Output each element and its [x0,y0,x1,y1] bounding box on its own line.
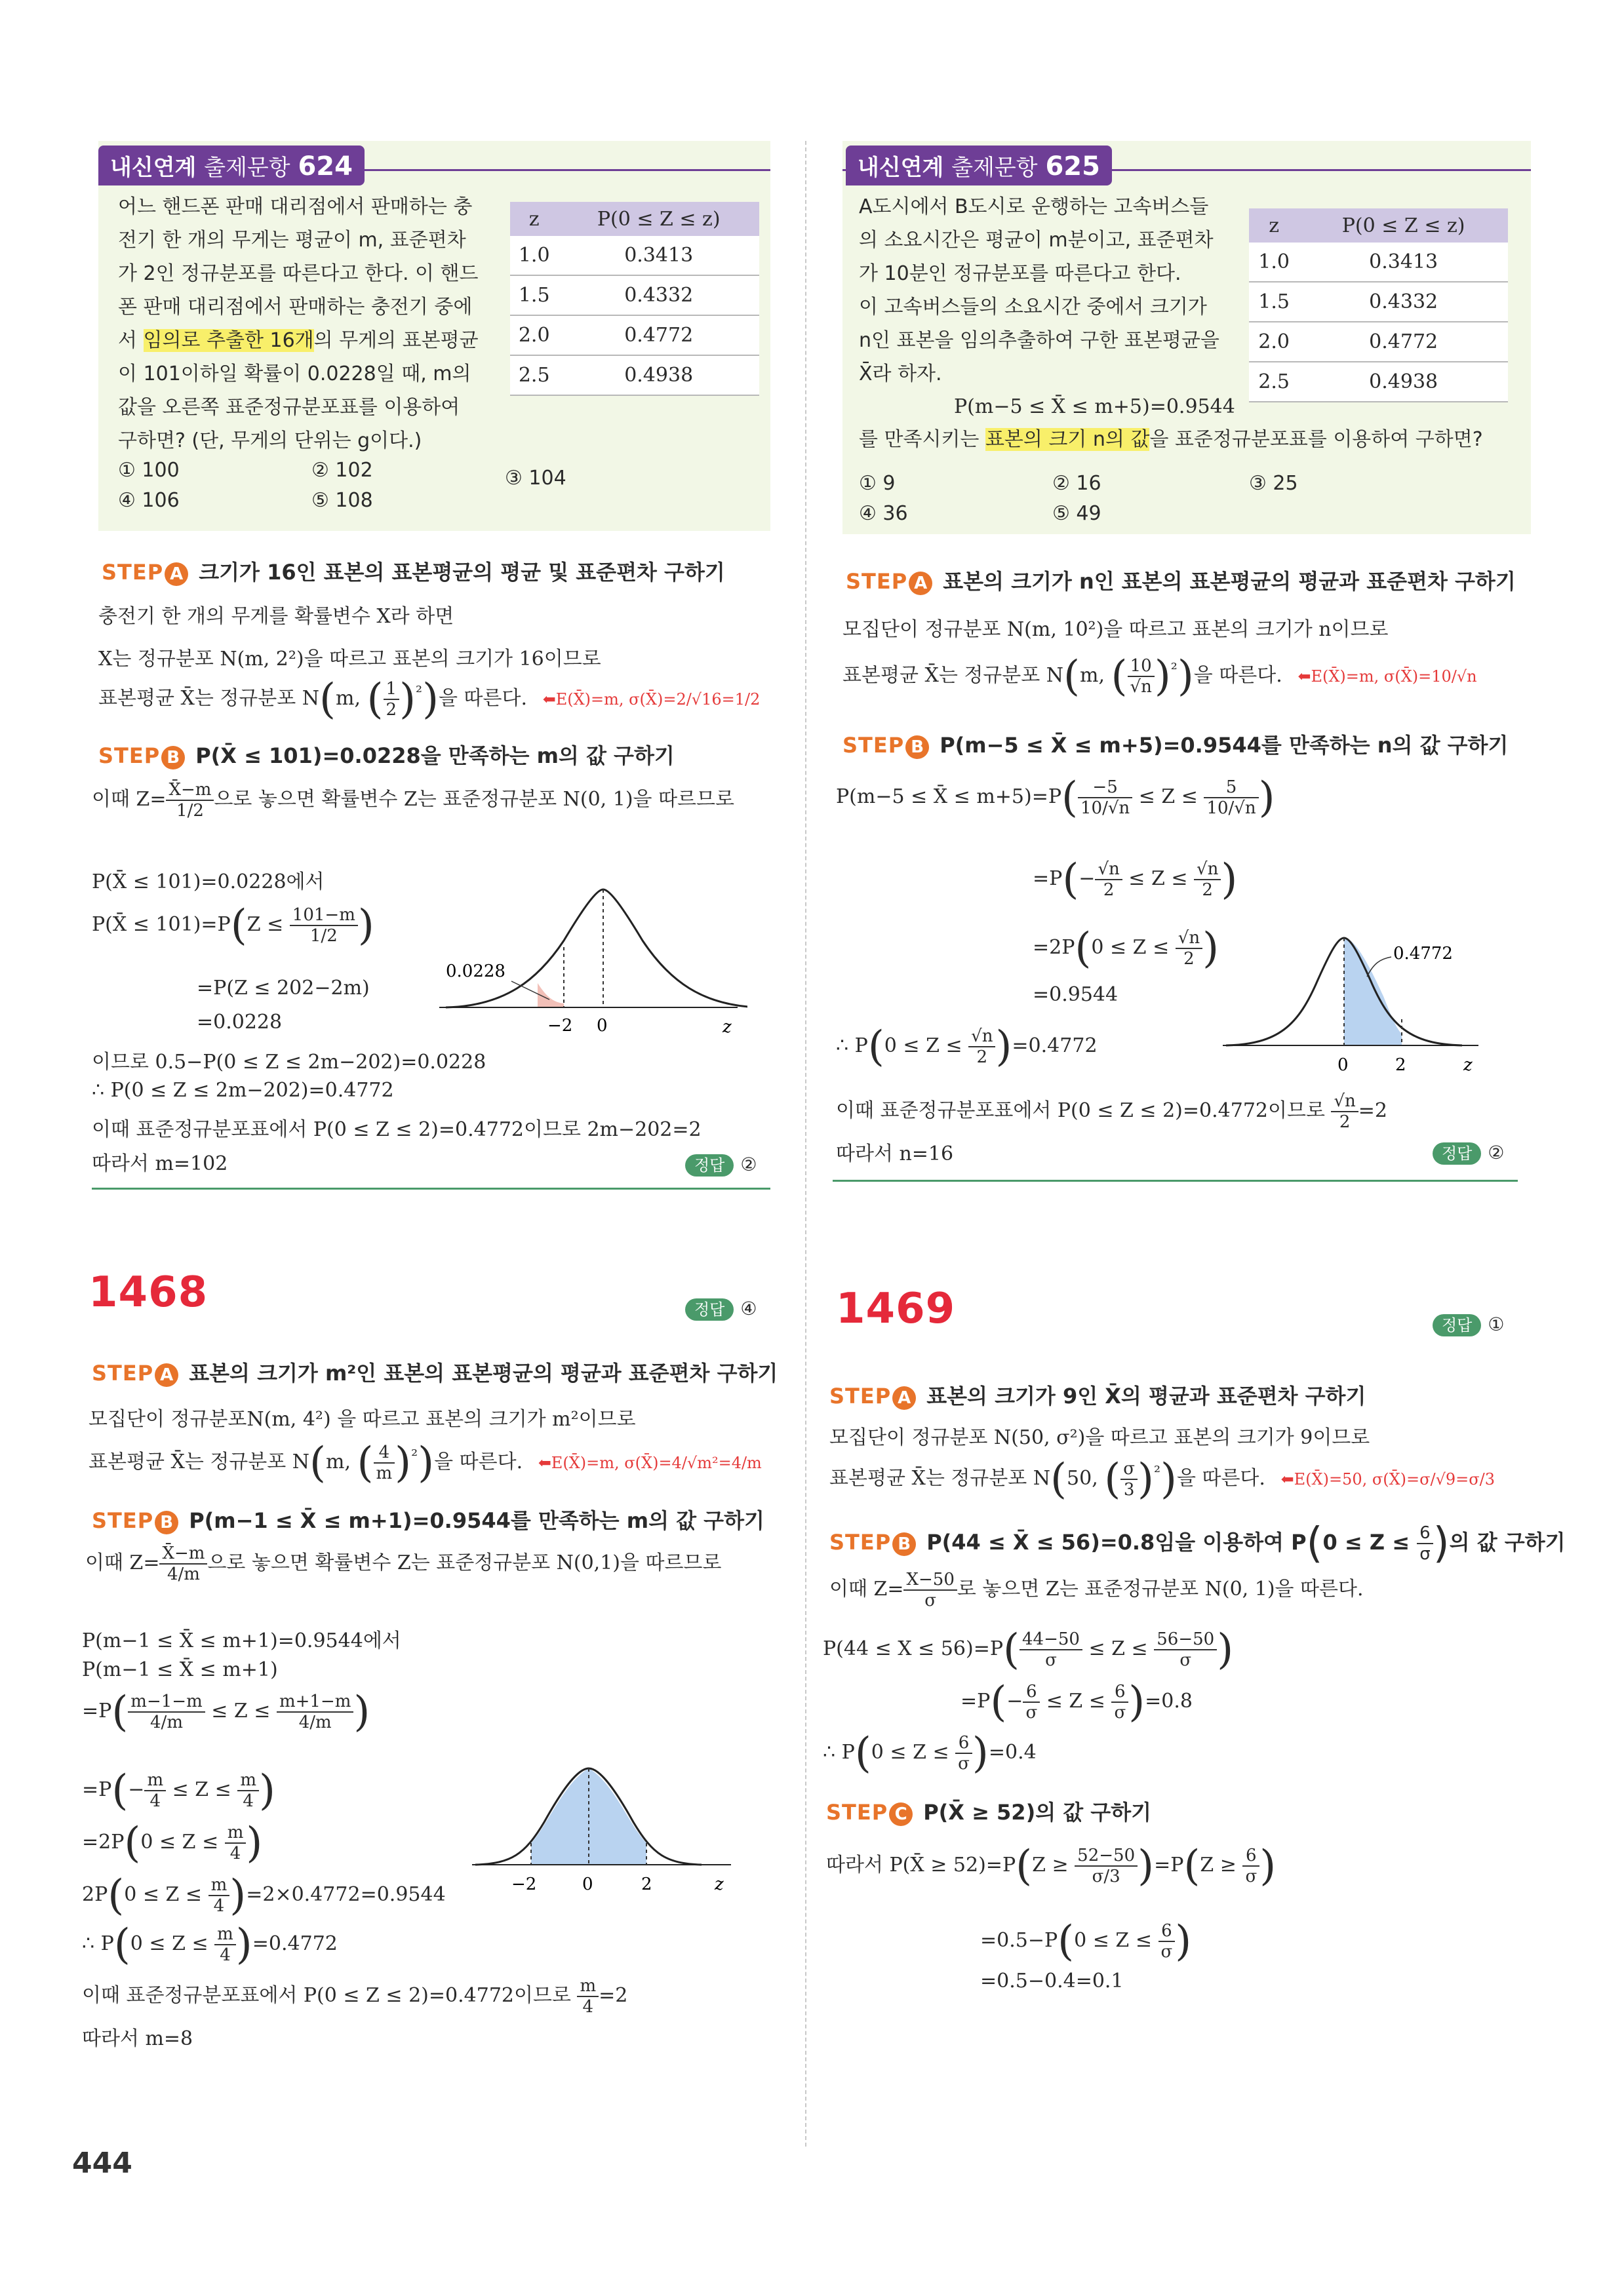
choice[interactable]: ② 102 [311,459,373,482]
text: 표본평균 X̄는 정규분포 N [829,1467,1051,1490]
tag-label: 출제문항 [204,155,290,181]
solution-line: ∴ P(0 ≤ Z ≤ $\frac{6}{\sigma}$ )=0.4 [823,1729,1037,1778]
fraction: $\frac{m-1-m}{4/m}$ [128,1692,205,1732]
question-line: 폰 판매 대리점에서 판매하는 충전기 중에 [118,296,473,319]
answer-pill: 정답 [1433,1142,1481,1165]
text: 의 무게의 표본평균 [313,329,479,352]
side-note: ⬅E(X̄)=m, σ(X̄)=10/√n [1297,667,1477,686]
exponent: ² [411,1446,418,1465]
solution-line: 표본평균 X̄는 정규분포 N(m, ( $\frac{4}{m}$ )$^{^2}$)을 따른다. ⬅E(X̄)=m, σ(X̄)=4/√m²=4/m [89,1439,762,1487]
step-a-624: STEP A 크기가 16인 표본의 표본평균의 평균 및 표준편차 구하기 [102,560,725,585]
step-title: 표본의 크기가 m²인 표본의 표본평균의 평균과 표준편차 구하기 [189,1361,778,1386]
text: P(m−5 ≤ X̄ ≤ m+5)=P [836,785,1062,808]
text: 표본평균 X̄는 정규분포 N [842,664,1064,687]
solution-line: 따라서 n=16 [836,1142,954,1165]
text: 을 따른다. [434,1450,523,1473]
solution-line: =0.9544 [1033,983,1119,1006]
text: =0.4772 [1012,1034,1098,1057]
text: ∴ P [82,1932,114,1955]
tag-brand: 내신연계 [858,155,944,181]
question-line: X̄라 하자. [859,362,942,385]
text: Z ≥ [1032,1854,1075,1877]
side-note: ⬅E(X̄)=m, σ(X̄)=4/√m²=4/m [538,1454,762,1472]
answer-value: ① [1488,1313,1505,1335]
z-table-cell: 1.5 [1249,282,1299,322]
solution-line: ∴ P(0 ≤ Z ≤ 2m−202)=0.4772 [92,1079,394,1102]
tag-brand: 내신연계 [110,155,197,181]
text: Z ≥ [1200,1854,1243,1877]
fraction: $\frac{m}{4}$ [237,1770,259,1811]
section-divider [833,1180,1518,1182]
text: =P [1154,1854,1184,1877]
answer-value: ④ [740,1298,757,1319]
choices-625 [859,472,1318,532]
z-table-cell: 0.3413 [558,236,759,275]
z-table-cell: 0.3413 [1299,243,1508,282]
choice[interactable]: ① 100 [118,459,180,482]
solution-line: P(m−5 ≤ X̄ ≤ m+5)=P( $\frac{-5}{10/√n}$ ≤ Z ≤ $\frac{5}{10/√n}$ ) [836,773,1275,822]
solution-line: ∴ P(0 ≤ Z ≤ $\frac{m}{4}$ )=0.4772 [82,1920,338,1969]
solution-line: 표본평균 X̄는 정규분포 N(m, ( $\frac{1}{2}$ )$^{^2}$)을 따른다. ⬅E(X̄)=m, σ(X̄)=2/√16=1/2 [98,675,761,724]
tag-number: 624 [298,151,353,182]
curve-label: 0.0228 [446,962,505,981]
choices-624 [118,459,577,519]
text: 이때 표준정규분포표에서 P(0 ≤ Z ≤ 2)=0.4772이므로 [82,1984,578,2007]
solution-line: P(X̄ ≤ 101)=0.0228에서 [92,870,325,893]
text: m, [1080,664,1111,687]
z-table-cell: 0.4772 [1299,322,1508,362]
solution-line: 2P(0 ≤ Z ≤ $\frac{m}{4}$ )=2×0.4772=0.9544 [82,1871,446,1920]
choice[interactable]: ③ 104 [505,467,566,490]
fraction: $\frac{√n}{2}$ [1176,928,1202,969]
step-title: P(X̄ ≥ 52)의 값 구하기 [923,1800,1152,1825]
text: m, [326,1450,357,1473]
choice[interactable]: ⑤ 49 [1052,502,1101,525]
fraction: $\frac{X-50}{\sigma}$ [903,1570,957,1610]
tick-label: −2 [511,1875,537,1894]
question-line [859,423,1483,456]
solution-line: =P(− $\frac{√n}{2}$ ≤ Z ≤ $\frac{√n}{2}$ ) [1033,855,1238,904]
axis-label: z [1463,1055,1473,1075]
text: 이때 Z= [85,1551,160,1574]
tick-label: 0 [582,1875,593,1894]
fraction: $\frac{m}{4}$ [144,1770,166,1811]
text: − [128,1778,145,1801]
question-line: 어느 핸드폰 판매 대리점에서 판매하는 충 [118,195,473,218]
normal-curve-625 [1219,927,1495,1081]
choice[interactable]: ④ 106 [118,489,180,512]
fraction: $\frac{6}{\sigma}$ [1111,1682,1128,1722]
tick-label: 2 [641,1875,652,1894]
solution-line: 표본평균 X̄는 정규분포 N(50, ( $\frac{\sigma}{3}$ )$^{^2}$)을 따른다. ⬅E(X̄)=50, σ(X̄)=σ/√9=σ/3 [829,1455,1495,1504]
step-c-1469: STEP C P(X̄ ≥ 52)의 값 구하기 [826,1800,1152,1825]
z-table-cell: 0.4332 [558,275,759,315]
text: 0 ≤ Z ≤ [130,1932,215,1955]
answer-value: ② [1488,1142,1505,1163]
text: 2P [82,1883,108,1906]
solution-line: 모집단이 정규분포 N(50, σ²)을 따르고 표본의 크기가 9이므로 [829,1426,1370,1449]
question-line: 가 2인 정규분포를 따른다고 한다. 이 핸드 [118,262,479,285]
normal-curve-624 [433,882,747,1039]
solution-line: 따라서 P(X̄ ≥ 52)=P(Z ≥ $\frac{52-50}{\sigma/3}$ )=P(Z ≥ $\frac{6}{\sigma}$ ) [826,1842,1277,1890]
text: − [1079,867,1096,890]
solution-line: =P( $\frac{m-1-m}{4/m}$ ≤ Z ≤ $\frac{m+1-m}{4/m}$ ) [82,1688,370,1736]
question-line: n인 표본을 임의추출하여 구한 표본평균을 [859,329,1219,352]
fraction: $\frac{56-50}{\sigma}$ [1154,1629,1217,1670]
fraction: $\frac{m}{4}$ [214,1924,236,1965]
text: P(44 ≤ X ≤ 56)=P [823,1637,1004,1660]
text: =2×0.4772=0.9544 [246,1883,446,1906]
z-table-cell: 0.4938 [1299,362,1508,402]
text: 50, [1067,1467,1105,1490]
problem-number-1469: 1469 [836,1285,956,1333]
z-table-cell: 1.0 [1249,243,1299,282]
z-table-header: z [510,202,558,236]
text: 이때 표준정규분포표에서 P(0 ≤ Z ≤ 2)=0.4772이므로 [836,1099,1332,1122]
text: 을 따른다. [439,687,528,710]
question-line: 전기 한 개의 무게는 평균이 m, 표준편차 [118,229,466,252]
text: =P [82,1700,112,1722]
question-line: 이 고속버스들의 소요시간 중에서 크기가 [859,296,1207,319]
tag-label: 출제문항 [951,155,1038,181]
solution-line: X는 정규분포 N(m, 2²)을 따르고 표본의 크기가 16이므로 [98,648,601,671]
z-table-header: z [1249,208,1299,243]
step-title: P(m−5 ≤ X̄ ≤ m+5)=0.9544를 만족하는 n의 값 구하기 [940,733,1509,758]
solution-line: =2P(0 ≤ Z ≤ $\frac{√n}{2}$ ) [1033,924,1219,973]
step-b-624: STEP B P(X̄ ≤ 101)=0.0228을 만족하는 m의 값 구하기 [98,743,675,768]
highlighted-text: 임의로 추출한 16개 [143,329,314,352]
text: 0 ≤ Z ≤ [871,1741,956,1764]
step-b-625: STEP B P(m−5 ≤ X̄ ≤ m+5)=0.9544를 만족하는 n의 값 구하기 [842,733,1509,758]
z-table-cell: 2.5 [510,355,558,395]
side-note: ⬅E(X̄)=50, σ(X̄)=σ/√9=σ/3 [1280,1470,1495,1489]
text: ≤ Z ≤ [1122,867,1195,890]
text: ≤ Z ≤ [205,1700,277,1722]
choice[interactable]: ④ 36 [859,502,908,525]
highlighted-text: 표본의 크기 n의 값 [985,428,1150,451]
fraction: $\frac{√n}{2}$ [968,1026,995,1067]
solution-line: P(m−1 ≤ X̄ ≤ m+1) [82,1658,278,1681]
solution-line [92,780,734,821]
solution-line: 모집단이 정규분포 N(m, 10²)을 따르고 표본의 크기가 n이므로 [842,618,1389,641]
fraction: $\frac{√n}{2}$ [1331,1091,1358,1132]
text: =0.4 [988,1741,1037,1764]
answer-1469 [1433,1312,1504,1335]
question-line: 의 소요시간은 평균이 m분이고, 표준편차 [859,229,1214,252]
text: 표본평균 X̄는 정규분포 N [89,1450,310,1473]
z-table-cell: 0.4938 [558,355,759,395]
text: − [1006,1690,1023,1713]
solution-line: P(44 ≤ X ≤ 56)=P( $\frac{44-50}{\sigma}$ ≤ Z ≤ $\frac{56-50}{\sigma}$ ) [823,1625,1234,1674]
tick-label: 2 [1395,1055,1406,1075]
fraction: $\frac{m+1-m}{4/m}$ [277,1692,353,1732]
answer-624 [685,1152,757,1175]
solution-line: ∴ P(0 ≤ Z ≤ $\frac{√n}{2}$ )=0.4772 [836,1022,1098,1071]
solution-line: 따라서 m=8 [82,2027,193,2050]
text: 을 표준정규분포표를 이용하여 구하면? [1149,428,1483,451]
question-line: A도시에서 B도시로 운행하는 고속버스들 [859,195,1209,218]
text: 이때 Z= [92,788,167,811]
text: =0.8 [1145,1690,1193,1713]
fraction: $\frac{X̄-m}{1/2}$ [166,780,214,821]
step-b-1469: STEP B P(44 ≤ X̄ ≤ 56)=0.8임을 이용하여 P(0 ≤ Z ≤ $\frac{6}{\sigma}$ )의 값 구하기 [829,1519,1566,1568]
solution-line: =0.0228 [197,1011,283,1034]
fraction: $\frac{6}{\sigma}$ [1023,1682,1040,1722]
z-table-cell: 1.0 [510,236,558,275]
solution-line: =P(− $\frac{6}{\sigma}$ ≤ Z ≤ $\frac{6}{\sigma}$ )=0.8 [961,1678,1193,1726]
tick-label: 0 [597,1016,608,1036]
text: =P [82,1778,112,1801]
tick-label: −2 [547,1016,573,1036]
question-formula: P(m−5 ≤ X̄ ≤ m+5)=0.9544 [954,395,1235,418]
text: ≤ Z ≤ [1132,785,1204,808]
choice[interactable]: ③ 25 [1249,472,1298,495]
text: =2P [1033,936,1075,959]
solution-line: 표본평균 X̄는 정규분포 N(m, ( $\frac{10}{√n}$ )$^{^2}$)을 따른다. ⬅E(X̄)=m, σ(X̄)=10/√n [842,652,1477,701]
exponent: ² [1153,1462,1160,1481]
text: ≤ Z ≤ [166,1778,238,1801]
solution-line [85,1544,721,1584]
z-table-624 [510,202,759,396]
solution-line: 이때 표준정규분포표에서 P(0 ≤ Z ≤ 2)=0.4772이므로 2m−202=2 [92,1118,702,1141]
text: 0 ≤ Z ≤ [124,1883,208,1906]
z-table-cell: 0.4332 [1299,282,1508,322]
leader-line [511,981,549,1000]
text: 따라서 P(X̄ ≥ 52)=P [826,1854,1016,1877]
z-table-625 [1249,208,1508,402]
text: P(X̄ ≤ 101)=P [92,913,231,936]
step-a-1468: STEP A 표본의 크기가 m²인 표본의 표본평균의 평균과 표준편차 구하기 [92,1361,778,1386]
z-table-cell: 2.0 [510,315,558,355]
solution-line: =P(− $\frac{m}{4}$ ≤ Z ≤ $\frac{m}{4}$ ) [82,1766,275,1815]
text: Z ≤ [247,913,290,936]
text: =P [961,1690,991,1713]
text: =2 [599,1984,628,2007]
fraction: $\frac{5}{10/√n}$ [1204,777,1258,818]
fraction: $\frac{X̄-m}{4/m}$ [159,1544,207,1584]
text: =P [1033,867,1063,890]
solution-line: =0.5−0.4=0.1 [980,1970,1124,1993]
text: 을 따른다. [1193,664,1282,687]
page-number: 444 [72,2147,132,2180]
text: ≤ Z ≤ [1082,1637,1155,1660]
step-title: P(m−1 ≤ X̄ ≤ m+1)=0.9544를 만족하는 m의 값 구하기 [189,1508,764,1533]
solution-line: =P(Z ≤ 202−2m) [197,977,370,1000]
z-table-header: P(0 ≤ Z ≤ z) [1299,208,1508,243]
tag-number: 625 [1045,151,1100,182]
problem-624-tag [98,146,365,185]
fraction: $\frac{m}{4}$ [208,1875,230,1916]
solution-line: 모집단이 정규분포N(m, 4²) 을 따르고 표본의 크기가 m²이므로 [89,1408,636,1431]
fraction: $\frac{√n}{2}$ [1095,859,1122,900]
text: 표본평균 X̄는 정규분포 N [98,687,320,710]
exponent: ² [1170,659,1178,678]
fraction: $\frac{1}{2}$ [384,679,400,720]
text: 0 ≤ Z ≤ [1091,936,1176,959]
answer-value: ② [740,1154,757,1175]
fraction: $\frac{101-m}{1/2}$ [290,905,358,946]
z-table-header: P(0 ≤ Z ≤ z) [558,202,759,236]
axis-label: z [723,1017,732,1037]
solution-line: P(X̄ ≤ 101)=P(Z ≤ $\frac{101-m}{1/2}$ ) [92,901,374,950]
answer-pill: 정답 [1433,1314,1481,1336]
step-title: 표본의 크기가 n인 표본의 표본평균의 평균과 표준편차 구하기 [943,569,1516,594]
choice[interactable]: ② 16 [1052,472,1101,495]
problem-625-question [859,190,1252,391]
section-divider [92,1188,770,1190]
text: ≤ Z ≤ [1040,1690,1112,1713]
step-title: P(X̄ ≤ 101)=0.0228을 만족하는 m의 값 구하기 [195,743,675,768]
question-line: 가 10분인 정규분포를 따른다고 한다. [859,262,1181,285]
solution-line: 따라서 m=102 [92,1152,228,1175]
exponent: ² [416,682,423,701]
solution-line [82,1976,627,2017]
fraction: $\frac{\sigma}{3}$ [1120,1459,1138,1500]
question-line: 이 101이하일 확률이 0.0228일 때, m의 [118,362,471,385]
text: 을 따른다. [1176,1467,1265,1490]
axis-label: z [715,1875,724,1894]
text: 0 ≤ Z ≤ [1074,1929,1159,1952]
fraction: $\frac{√n}{2}$ [1194,859,1221,900]
z-table-cell: 2.0 [1249,322,1299,362]
fraction: $\frac{6}{\sigma}$ [1242,1846,1259,1886]
solution-line [836,1091,1387,1132]
fraction: $\frac{52-50}{\sigma/3}$ [1075,1846,1138,1886]
step-title: 의 값 구하기 [1449,1530,1566,1555]
choice[interactable]: ① 9 [859,472,896,495]
problem-625-tag [846,146,1112,185]
text: 이때 Z= [829,1578,904,1601]
choice[interactable]: ⑤ 108 [311,489,373,512]
text: ∴ P [836,1034,868,1057]
z-table-cell: 1.5 [510,275,558,315]
fraction: $\frac{44-50}{\sigma}$ [1020,1629,1082,1670]
tick-label: 0 [1337,1055,1349,1075]
answer-pill: 정답 [685,1154,734,1177]
answer-1468 [685,1296,757,1319]
text: 를 만족시키는 [859,428,985,451]
solution-line: =2P(0 ≤ Z ≤ $\frac{m}{4}$ ) [82,1819,263,1867]
text: =0.4772 [252,1932,338,1955]
solution-line: =0.5−P(0 ≤ Z ≤ $\frac{6}{\sigma}$ ) [980,1917,1192,1966]
step-a-1469: STEP A 표본의 크기가 9인 X̄의 평균과 표준편차 구하기 [829,1384,1366,1409]
fraction: $\frac{4}{m}$ [374,1443,395,1483]
bell-curve [446,889,747,1007]
text: =2P [82,1831,125,1854]
solution-line: P(m−1 ≤ X̄ ≤ m+1)=0.9544에서 [82,1629,401,1652]
text: 0 ≤ Z ≤ [140,1831,225,1854]
side-note: ⬅E(X̄)=m, σ(X̄)=2/√16=1/2 [542,690,761,709]
z-table-cell: 0.4772 [558,315,759,355]
problem-number-1468: 1468 [89,1268,208,1317]
fraction: $\frac{m}{4}$ [577,1976,599,2017]
fraction: $\frac{6}{\sigma}$ [1417,1523,1433,1564]
problem-624-question [118,190,498,457]
answer-625 [1433,1140,1504,1163]
question-line: 값을 오른쪽 표준정규분포표를 이용하여 [118,396,460,419]
text: 으로 놓으면 확률변수 Z는 표준정규분포 N(0, 1)을 따르므로 [214,788,734,811]
curve-label: 0.4772 [1393,944,1453,963]
text: 으로 놓으면 확률변수 Z는 표준정규분포 N(0,1)을 따르므로 [207,1551,722,1574]
fraction: $\frac{10}{√n}$ [1128,656,1155,697]
text: 로 놓으면 Z는 표준정규분포 N(0, 1)을 따른다. [957,1578,1364,1601]
question-line: 구하면? (단, 무게의 단위는 g이다.) [118,429,422,452]
text: =0.5−P [980,1929,1058,1952]
text: ∴ P [823,1741,855,1764]
step-a-625: STEP A 표본의 크기가 n인 표본의 표본평균의 평균과 표준편차 구하기 [846,569,1516,594]
fraction: $\frac{6}{\sigma}$ [1159,1921,1176,1962]
solution-line [829,1570,1364,1610]
text: m, [336,687,367,710]
column-divider [805,141,806,2147]
step-title: 크기가 16인 표본의 표본평균의 평균 및 표준편차 구하기 [199,560,725,585]
z-table-cell: 2.5 [1249,362,1299,402]
fraction: $\frac{m}{4}$ [225,1823,247,1863]
answer-pill: 정답 [685,1298,734,1321]
fraction: $\frac{6}{\sigma}$ [955,1733,972,1774]
text: =2 [1358,1099,1388,1122]
text: 서 [118,329,144,352]
solution-line: 이므로 0.5−P(0 ≤ Z ≤ 2m−202)=0.0228 [92,1051,486,1074]
text: 0 ≤ Z ≤ [884,1034,969,1057]
step-b-1468: STEP B P(m−1 ≤ X̄ ≤ m+1)=0.9544를 만족하는 m의 값 구하기 [92,1508,764,1533]
question-line [118,324,498,357]
step-title: 0 ≤ Z ≤ [1322,1530,1417,1555]
normal-curve-1468 [472,1757,747,1897]
step-title: P(44 ≤ X̄ ≤ 56)=0.8임을 이용하여 P [926,1530,1307,1555]
step-title: 표본의 크기가 9인 X̄의 평균과 표준편차 구하기 [926,1384,1366,1409]
fraction: $\frac{-5}{10/√n}$ [1078,777,1132,818]
solution-line: 충전기 한 개의 무게를 확률변수 X라 하면 [98,605,454,628]
